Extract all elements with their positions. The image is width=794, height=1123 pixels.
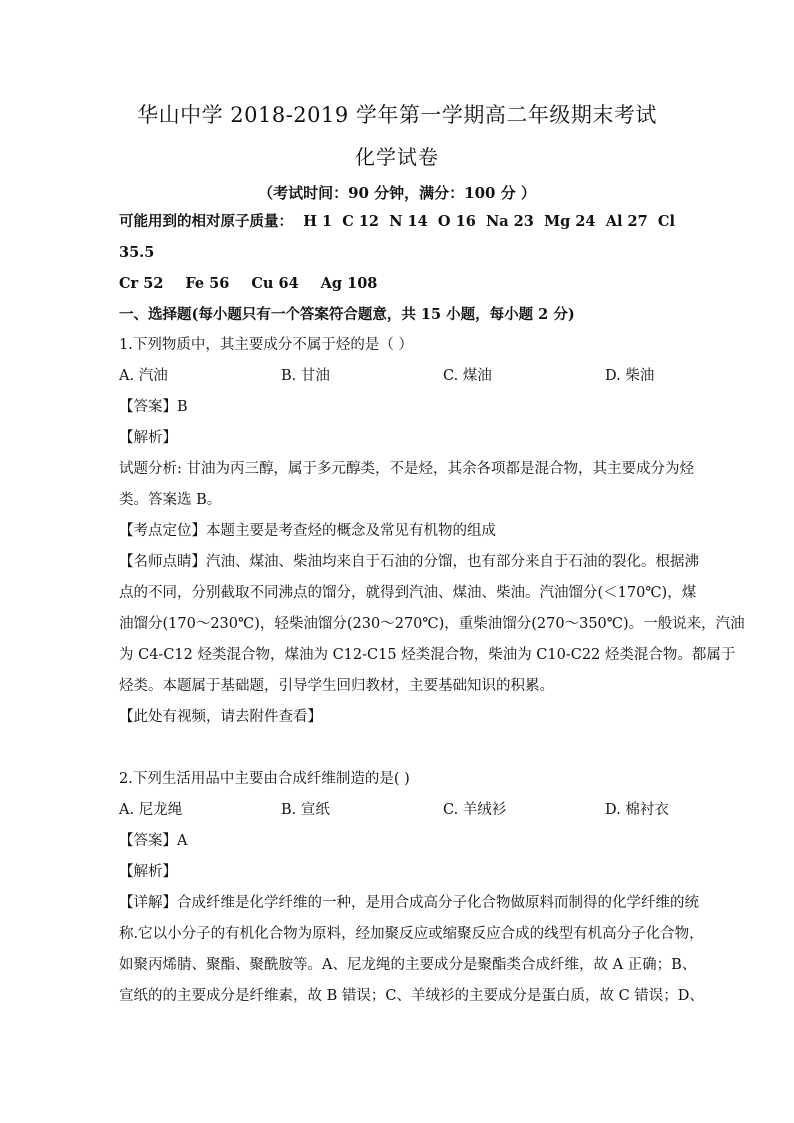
atomic-mass-item: Na 23: [485, 213, 534, 230]
analysis-line: 类。答案选 B。: [119, 492, 222, 508]
knowledge-point: 【考点定位】本题主要是考查烃的概念及常见有机物的组成: [119, 523, 496, 539]
option-a: A. 尼龙绳: [119, 802, 183, 818]
exam-title: 华山中学 2018-2019 学年第一学期高二年级期末考试: [137, 103, 657, 127]
atomic-mass-item: Ag 108: [320, 275, 378, 292]
section-title: 一、选择题(每小题只有一个答案符合题意，共 15 小题，每小题 2 分): [119, 306, 575, 323]
detail-line: 宣纸的的主要成分是纤维素，故 B 错误；C、羊绒衫的主要成分是蛋白质，故 C 错误；D、: [119, 988, 704, 1004]
option-d: D. 棉衬衣: [605, 802, 669, 818]
teacher-note-line: 为 C4-C12 烃类混合物，煤油为 C12-C15 烃类混合物，柴油为 C10-C22 烃类混合物。都属于: [119, 647, 736, 663]
atomic-mass-item: Fe 56: [185, 275, 230, 292]
option-b: B. 宣纸: [281, 802, 330, 818]
option-a: A. 汽油: [119, 368, 168, 384]
detail-line: 称.它以小分子的有机化合物为原料，经加聚反应或缩聚反应合成的线型有机高分子化合物，: [119, 926, 704, 942]
atomic-mass-item: C 12: [342, 213, 380, 230]
analysis-label: 【解析】: [119, 864, 177, 880]
atomic-mass-row-2: [119, 268, 675, 299]
atomic-mass-wrap: 35.5: [119, 244, 155, 261]
atomic-mass-label: 可能用到的相对原子质量：: [119, 213, 293, 230]
detail-line: 如聚丙烯腈、聚酯、聚酰胺等。A、尼龙绳的主要成分是聚酯类合成纤维，故 A 正确；B、: [119, 957, 697, 973]
teacher-note-line: 油馏分(170～230℃)，轻柴油馏分(230～270℃)，重柴油馏分(270～350℃)。一般说来，汽油: [119, 616, 745, 632]
teacher-note-line: 点的不同，分别截取不同沸点的馏分，就得到汽油、煤油、柴油。汽油馏分(＜170℃)，煤: [119, 585, 697, 601]
atomic-mass-item: Cl: [657, 213, 675, 230]
question-options: [119, 795, 675, 826]
atomic-mass-item: Cu 64: [251, 275, 299, 292]
question-options: [119, 361, 675, 392]
answer: 【答案】A: [119, 833, 188, 849]
atomic-mass-item: Cr 52: [119, 275, 164, 292]
exam-subject: 化学试卷: [355, 145, 439, 169]
option-d: D. 柴油: [605, 368, 655, 384]
detail-line: 【详解】合成纤维是化学纤维的一种，是用合成高分子化合物做原料而制得的化学纤维的统: [119, 895, 699, 911]
question-stem: 2.下列生活用品中主要由合成纤维制造的是( ): [119, 771, 410, 787]
teacher-note-line: 【名师点睛】汽油、煤油、柴油均来自于石油的分馏，也有部分来自于石油的裂化。根据沸: [119, 554, 699, 570]
spacer: [119, 733, 675, 764]
video-note: 【此处有视频，请去附件查看】: [119, 709, 322, 725]
atomic-mass-item: N 14: [389, 213, 428, 230]
atomic-mass-row-1: [119, 206, 675, 237]
atomic-mass-item: O 16: [437, 213, 476, 230]
analysis-line: 试题分析: 甘油为丙三醇，属于多元醇类，不是烃，其余各项都是混合物，其主要成分为烃: [119, 461, 694, 477]
atomic-mass-item: H 1: [303, 213, 333, 230]
teacher-note-line: 烃类。本题属于基础题，引导学生回归教材，主要基础知识的积累。: [119, 678, 554, 694]
atomic-mass-item: Mg 24: [544, 213, 596, 230]
analysis-label: 【解析】: [119, 430, 177, 446]
option-c: C. 煤油: [443, 368, 492, 384]
exam-page: [119, 100, 745, 1012]
option-c: C. 羊绒衫: [443, 802, 507, 818]
option-b: B. 甘油: [281, 368, 330, 384]
answer: 【答案】B: [119, 399, 188, 415]
question-stem: 1.下列物质中，其主要成分不属于烃的是（ ）: [119, 337, 413, 353]
exam-info: （考试时间：90 分钟，满分：100 分 ）: [258, 184, 536, 202]
atomic-mass-item: Al 27: [605, 213, 648, 230]
